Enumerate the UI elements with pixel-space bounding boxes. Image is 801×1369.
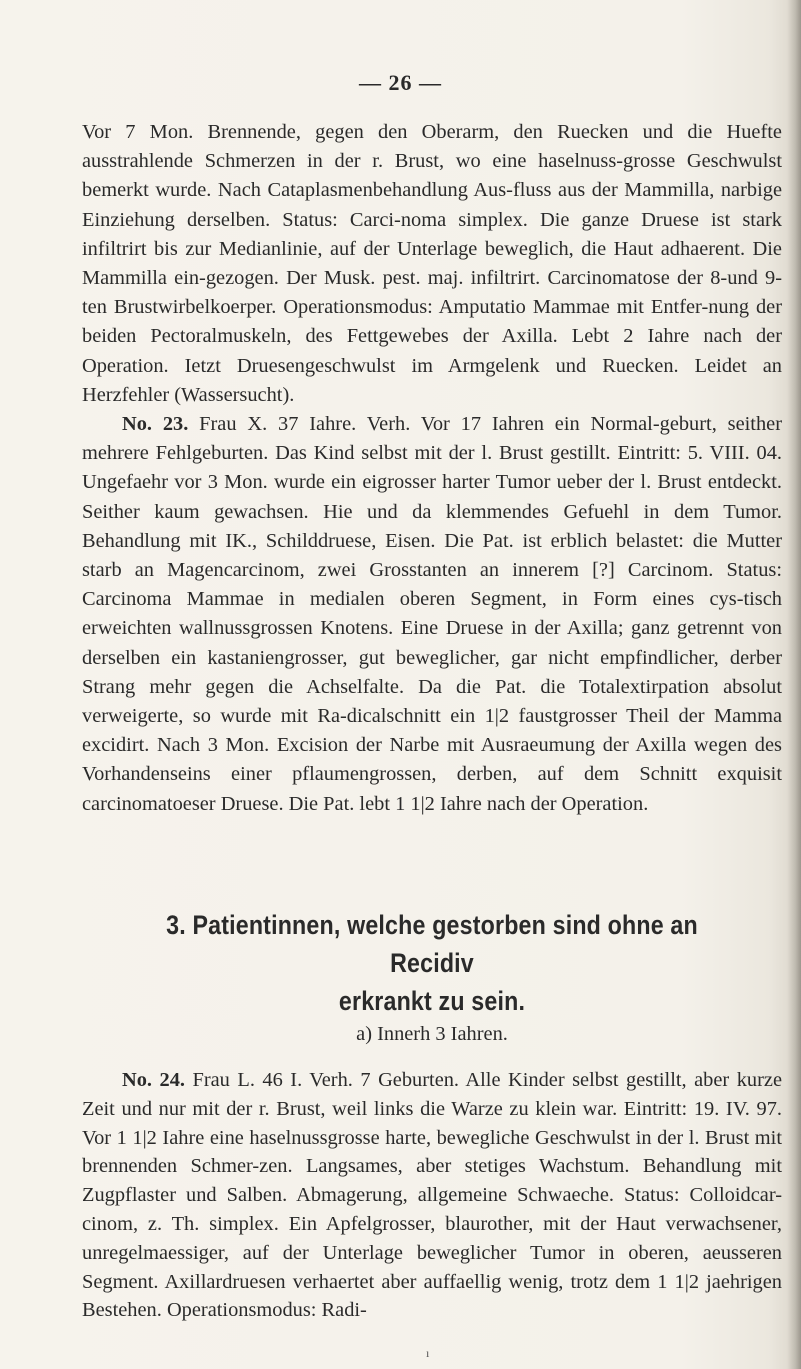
paragraph-case-continuation: Vor 7 Mon. Brennende, gegen den Oberarm, den Ruecken und die Huefte ausstrahlende Schmerzen in der r. Brust, wo eine haselnuss-grosse Geschwulst bemerkt wurde. Nach Cataplasmenbehandlung Aus-fluss aus der Mammilla, narbige Einziehung derselben. Status: Carci-noma simplex. Die ganze Druese ist stark infiltrirt bis zur Medianlinie, auf der Unterlage beweglich, die Haut adhaerent. Die Mammilla ein-gezogen. Der Musk. pest. maj. infiltrirt. Carcinomatose der 8-und 9-ten Brustwirbelkoerper. Operationsmodus: Amputatio Mammae mit Entfer-nung der beiden Pectoralmuskeln, des Fettgewebes der Axilla. Lebt 2 Iahre nach der Operation. Ietzt Druesengeschwulst im Armgelenk und Ruecken. Leidet an Herzfehler (Wassersucht). (82, 121, 782, 406)
page-footer-mark: ı (426, 1346, 430, 1360)
section-heading-line-2: erkrankt zu sein. (338, 986, 526, 1016)
section-heading-line-1: 3. Patientinnen, welche gestorben sind ohne an Recidiv (166, 910, 698, 978)
case-text-block-1 (82, 118, 782, 819)
page-number: — 26 — (359, 70, 442, 95)
case-number-24: No. 24. (122, 1069, 185, 1091)
paragraph-case-24 (82, 1066, 782, 1325)
case-number-23: No. 23. (122, 413, 189, 436)
page-edge-shadow (787, 0, 801, 1369)
case-text-block-2 (82, 1066, 782, 1325)
section-heading (131, 906, 733, 1020)
case-24-text: Frau L. 46 I. Verh. 7 Geburten. Alle Kinder selbst gestillt, aber kurze Zeit und nur mit der r. Brust, weil links die Warze zu klein war. Eintritt: 19. IV. 97. Vor 1 1|2 Iahre eine haselnussgrosse harte, bewegliche Geschwulst in der l. Brust mit brennenden Schmer-zen. Langsames, aber stetiges Wachstum. Behandlung mit Zugpflaster und Salben. Abmagerung, allgemeine Schwaeche. Status: Colloidcar-cinom, z. Th. simplex. Ein Apfelgrosser, blaurother, mit der Haut verwachsener, unregelmaessiger, auf der Unterlage beweglicher Tumor in oberen, aeusseren Segment. Axillardruesen verhaertet aber auffaellig wenig, trotz dem 1 1|2 jaehrigen Bestehen. Operationsmodus: Radi- (82, 1069, 782, 1322)
paragraph-case-23 (82, 410, 782, 819)
subsection-heading: a) Innerh 3 Iahren. (356, 1023, 508, 1045)
case-23-text: Frau X. 37 Iahre. Verh. Vor 17 Iahren ein Normal-geburt, seither mehrere Fehlgeburten. Das Kind selbst mit der l. Brust gestillt. Eintritt: 5. VIII. 04. Ungefaehr vor 3 Mon. wurde ein eigrosser harter Tumor ueber der l. Brust entdeckt. Seither kaum gewachsen. Hie und da klemmendes Gefuehl in dem Tumor. Behandlung mit IK., Schilddruese, Eisen. Die Pat. ist erblich belastet: die Mutter starb an Magencarcinom, zwei Grosstanten an innerem [?] Carcinom. Status: Carcinoma Mammae in medialen oberen Segment, in Form eines cys-tisch erweichten wallnussgrossen Knotens. Eine Druese in der Axilla; ganz getrennt von derselben ein kastaniengrosser, gut beweglicher, gar nicht empfindlicher, derber Strang mehr gegen die Achselfalte. Da die Pat. die Totalextirpation absolut verweigerte, so wurde mit Ra-dicalschnitt ein 1|2 faustgrosser Theil der Mamma excidirt. Nach 3 Mon. Excision der Narbe mit Ausraeumung der Axilla wegen des Vorhandenseins einer pflaumengrossen, derben, auf dem Schnitt exquisit carcinomatoeser Druese. Die Pat. lebt 1 1|2 Iahre nach der Operation. (82, 413, 782, 815)
